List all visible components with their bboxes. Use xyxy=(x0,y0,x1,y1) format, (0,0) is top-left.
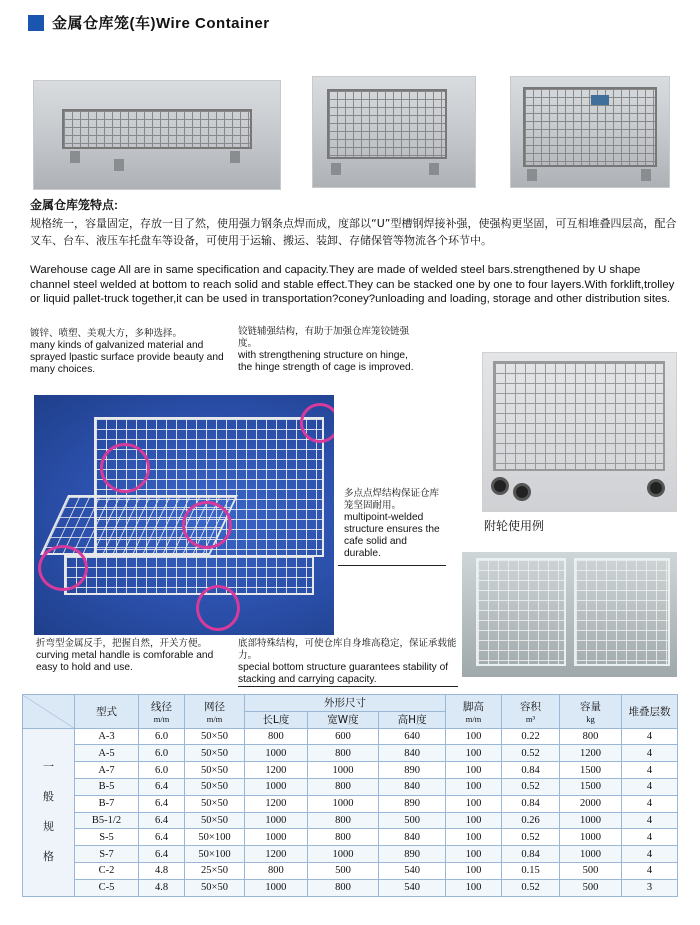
table-cell: 890 xyxy=(379,795,446,812)
header-square-icon xyxy=(28,15,44,31)
table-cell: 1000 xyxy=(560,812,622,829)
table-cell: 4 xyxy=(622,829,678,846)
table-cell: 100 xyxy=(446,762,502,779)
table-cell: 100 xyxy=(446,795,502,812)
table-cell: 1000 xyxy=(245,879,308,896)
spec-table xyxy=(22,694,678,897)
table-cell: 4 xyxy=(622,795,678,812)
table-cell: 840 xyxy=(379,778,446,795)
table-cell: 1200 xyxy=(245,795,308,812)
group-label-char: 格 xyxy=(43,850,54,864)
table-cell: 50×50 xyxy=(185,795,245,812)
photo-cage-with-wheels xyxy=(482,352,677,512)
callout-surface xyxy=(30,328,230,376)
table-cell: 800 xyxy=(560,728,622,745)
table-cell: 4.8 xyxy=(139,862,185,879)
callout-hinge-cn: 铰链辅强结构，有助于加强仓库笼铰链强度。 xyxy=(238,326,410,349)
photo-closed-cage xyxy=(510,76,670,188)
table-cell: C-2 xyxy=(75,862,139,879)
table-cell: 100 xyxy=(446,829,502,846)
table-cell: 1200 xyxy=(245,762,308,779)
table-cell: 800 xyxy=(307,879,379,896)
table-cell: 6.0 xyxy=(139,745,185,762)
group-label xyxy=(23,728,75,896)
table-cell: 50×50 xyxy=(185,812,245,829)
table-cell: 600 xyxy=(307,728,379,745)
table-cell: 800 xyxy=(245,862,308,879)
table-cell: 50×100 xyxy=(185,829,245,846)
table-row xyxy=(23,829,678,846)
table-cell: B-5 xyxy=(75,778,139,795)
table-cell: 0.84 xyxy=(502,846,560,863)
table-row xyxy=(23,778,678,795)
table-row xyxy=(23,745,678,762)
callout-bottom-en: special bottom structure guarantees stability of stacking and carrying capacity. xyxy=(238,662,449,685)
callout-bottom xyxy=(238,638,460,686)
table-cell: 4 xyxy=(622,728,678,745)
table-cell: 1000 xyxy=(245,778,308,795)
table-cell: 1000 xyxy=(245,812,308,829)
table-cell: 0.26 xyxy=(502,812,560,829)
features-text-cn: 规格统一，容量固定，存放一目了然，使用强力钢条点焊而成，度部以“U”型槽钢焊接补强，使强构更坚固，可互相堆叠四层高，配合叉车、台车、液压车托盘车等设备，可使用于运输、搬运、装卸、存储保管等物流各个环节中。 xyxy=(30,217,677,247)
table-row xyxy=(23,812,678,829)
table-cell: 4 xyxy=(622,862,678,879)
table-cell: 1000 xyxy=(307,846,379,863)
table-cell: 1000 xyxy=(560,846,622,863)
table-cell: 50×50 xyxy=(185,728,245,745)
col-foot: 脚高 m/m xyxy=(446,695,502,729)
table-cell: A-7 xyxy=(75,762,139,779)
table-cell: 1000 xyxy=(245,745,308,762)
table-row xyxy=(23,879,678,896)
table-cell: B5-1/2 xyxy=(75,812,139,829)
callout-hinge xyxy=(238,326,418,374)
col-len: 长L度 xyxy=(245,711,308,728)
table-cell: 50×50 xyxy=(185,778,245,795)
table-cell: 840 xyxy=(379,745,446,762)
table-cell: 1000 xyxy=(245,829,308,846)
col-hgt: 高H度 xyxy=(379,711,446,728)
table-cell: 800 xyxy=(307,778,379,795)
callout-handle xyxy=(36,638,226,674)
table-cell: 6.4 xyxy=(139,829,185,846)
col-wid: 宽W度 xyxy=(307,711,379,728)
table-cell: 4 xyxy=(622,762,678,779)
table-cell: 4.8 xyxy=(139,879,185,896)
photo-folded-cage xyxy=(33,80,281,190)
table-row xyxy=(23,846,678,863)
table-cell: 0.84 xyxy=(502,795,560,812)
table-cell: 6.4 xyxy=(139,812,185,829)
table-cell: 1200 xyxy=(245,846,308,863)
table-cell: 100 xyxy=(446,728,502,745)
main-cage-photo xyxy=(34,395,334,635)
table-cell: C-5 xyxy=(75,879,139,896)
table-cell: 0.22 xyxy=(502,728,560,745)
col-model: 型式 xyxy=(75,695,139,729)
callout-weld-en: multipoint-welded structure ensures the cafe solid and durable. xyxy=(344,512,440,559)
leader-line xyxy=(238,686,458,687)
group-label-char: 般 xyxy=(43,790,54,804)
table-cell: 0.84 xyxy=(502,762,560,779)
col-stack: 堆叠层数 xyxy=(622,695,678,729)
table-cell: 6.0 xyxy=(139,762,185,779)
col-cap: 容量 kg xyxy=(560,695,622,729)
leader-line xyxy=(338,565,446,566)
table-cell: 4 xyxy=(622,745,678,762)
table-cell: A-5 xyxy=(75,745,139,762)
table-cell: 100 xyxy=(446,745,502,762)
callout-surface-en: many kinds of galvanized material and sprayed lpastic surface provide beauty and many choices. xyxy=(30,340,224,375)
photo-stacked-cages xyxy=(462,552,677,677)
group-label-char: 一 xyxy=(43,760,54,774)
callout-weld xyxy=(344,488,444,560)
table-cell: 100 xyxy=(446,862,502,879)
table-cell: 0.52 xyxy=(502,745,560,762)
col-wire: 线径 m/m xyxy=(139,695,185,729)
callout-handle-cn: 折弯型金属反手，把握自然，开关方便。 xyxy=(36,638,208,649)
table-cell: 50×50 xyxy=(185,745,245,762)
group-label-char: 规 xyxy=(43,820,54,834)
table-cell: 100 xyxy=(446,846,502,863)
table-cell: 3 xyxy=(622,879,678,896)
page-title: 金属仓库笼(车)Wire Container xyxy=(52,15,270,32)
table-cell: 800 xyxy=(245,728,308,745)
callout-surface-cn: 镀锌、喷塑、美观大方，多种选择。 xyxy=(30,328,183,339)
cage-floor xyxy=(64,555,314,595)
table-cell: 0.52 xyxy=(502,829,560,846)
table-cell: 1500 xyxy=(560,762,622,779)
page-header xyxy=(28,12,270,33)
col-vol: 容积 m³ xyxy=(502,695,560,729)
callout-weld-cn: 多点点焊结构保证仓库笼坚固耐用。 xyxy=(344,488,440,511)
table-cell: 25×50 xyxy=(185,862,245,879)
table-cell: 800 xyxy=(307,812,379,829)
table-cell: 6.4 xyxy=(139,778,185,795)
table-cell: B-7 xyxy=(75,795,139,812)
corner-cell xyxy=(23,695,75,729)
table-cell: 0.15 xyxy=(502,862,560,879)
wheels-caption: 附轮使用例 xyxy=(484,519,545,533)
table-cell: 890 xyxy=(379,762,446,779)
callout-bottom-cn: 底部特殊结构，可使仓库自身堆高稳定，保证承载能力。 xyxy=(238,638,457,661)
table-row xyxy=(23,762,678,779)
table-cell: 840 xyxy=(379,829,446,846)
table-cell: 0.52 xyxy=(502,778,560,795)
table-cell: 500 xyxy=(307,862,379,879)
table-cell: 1000 xyxy=(307,795,379,812)
table-cell: 1500 xyxy=(560,778,622,795)
col-mesh: 网径 m/m xyxy=(185,695,245,729)
table-cell: 540 xyxy=(379,862,446,879)
table-cell: 50×50 xyxy=(185,879,245,896)
table-cell: 6.4 xyxy=(139,846,185,863)
highlight-circle-handle xyxy=(38,545,88,591)
table-cell: 640 xyxy=(379,728,446,745)
table-cell: 500 xyxy=(560,862,622,879)
table-row xyxy=(23,728,678,745)
table-cell: 540 xyxy=(379,879,446,896)
callout-hinge-en: with strengthening structure on hinge, the hinge strength of cage is improved. xyxy=(238,350,414,373)
features-text-en: Warehouse cage All are in same specification and capacity.They are made of welded steel bars.strengthened by U shape channel steel welded at bottom to reach solid and stable effect.They can be stacked one by one to four layers.With forklift,trolley or liquid pallet-truck together,it can be used in transportation?coney?unloading and loading, storage and other distribution sites. xyxy=(30,264,675,305)
table-row xyxy=(23,862,678,879)
table-cell: 50×50 xyxy=(185,762,245,779)
table-cell: 1200 xyxy=(560,745,622,762)
table-cell: 100 xyxy=(446,812,502,829)
table-cell: 4 xyxy=(622,812,678,829)
col-outer: 外形尺寸 xyxy=(245,695,446,712)
table-cell: 2000 xyxy=(560,795,622,812)
table-cell: S-7 xyxy=(75,846,139,863)
table-cell: 100 xyxy=(446,778,502,795)
table-cell: 800 xyxy=(307,829,379,846)
table-cell: 1000 xyxy=(307,762,379,779)
table-cell: 6.0 xyxy=(139,728,185,745)
table-row xyxy=(23,795,678,812)
callout-handle-en: curving metal handle is comforable and easy to hold and use. xyxy=(36,650,214,673)
table-cell: 0.52 xyxy=(502,879,560,896)
table-cell: A-3 xyxy=(75,728,139,745)
table-cell: S-5 xyxy=(75,829,139,846)
table-cell: 500 xyxy=(560,879,622,896)
table-cell: 100 xyxy=(446,879,502,896)
highlight-circle-hinge xyxy=(300,403,334,443)
table-cell: 4 xyxy=(622,846,678,863)
table-cell: 6.4 xyxy=(139,795,185,812)
table-cell: 890 xyxy=(379,846,446,863)
highlight-circle-surface xyxy=(100,443,150,493)
table-cell: 1000 xyxy=(560,829,622,846)
table-cell: 800 xyxy=(307,745,379,762)
table-cell: 50×100 xyxy=(185,846,245,863)
features-title: 金属仓库笼特点: xyxy=(30,198,118,212)
highlight-circle-bottom xyxy=(196,585,240,631)
table-cell: 500 xyxy=(379,812,446,829)
highlight-circle-weld xyxy=(182,501,232,549)
table-cell: 4 xyxy=(622,778,678,795)
photo-open-cage xyxy=(312,76,476,188)
